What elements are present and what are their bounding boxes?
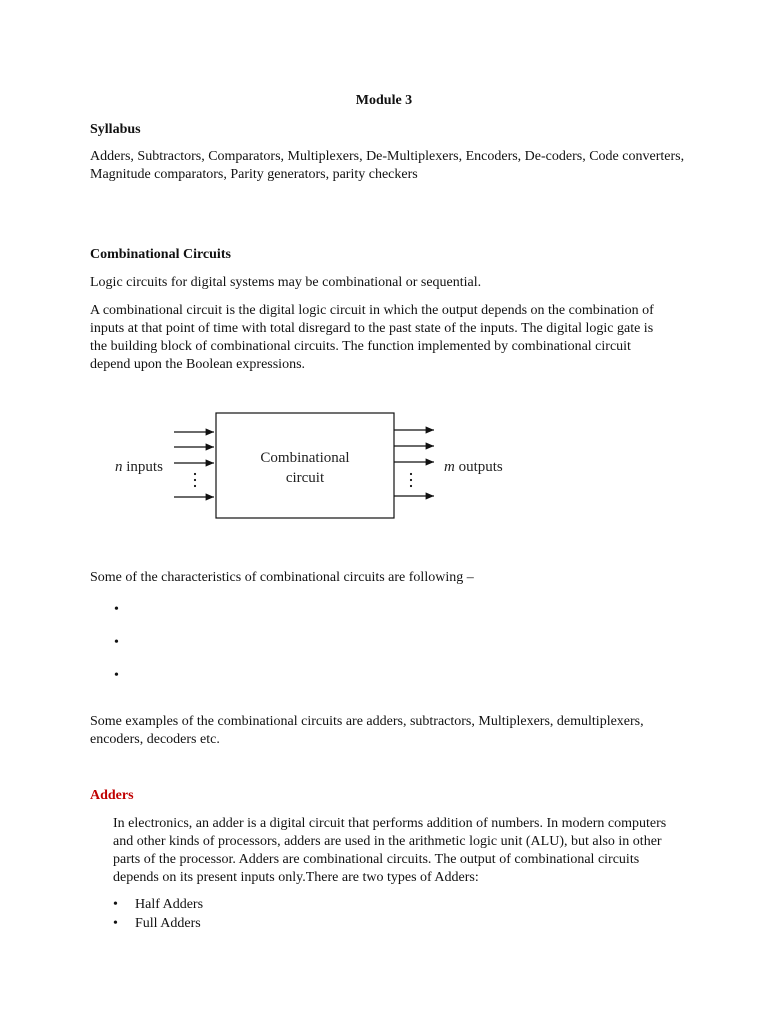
adders-heading: Adders [90, 788, 134, 803]
list-item: • Full Adders [113, 915, 413, 934]
combinational-p1: Logic circuits for digital systems may be combinational or sequential. [90, 275, 482, 290]
box-label-line1: Combinational [260, 450, 350, 466]
outputs-label: m outputs [444, 459, 503, 475]
combinational-p2: A combinational circuit is the digital logic circuit in which the output depends on the combination of inputs at that point of time with total disregard to the past state of the inputs. The digital logic gate is the building block of combinational circuits. The function implemented by combinational circuit depend upon the Boolean expressions. [90, 303, 654, 372]
output-ellipsis [410, 473, 412, 487]
syllabus-heading: Syllabus [90, 122, 141, 137]
syllabus-text: Adders, Subtractors, Comparators, Multiplexers, De-Multiplexers, Encoders, De-coders, Code converters, Magnitude comparators, Parity generators, parity checkers [90, 149, 685, 182]
combinational-heading: Combinational Circuits [90, 247, 231, 262]
list-item [90, 667, 390, 700]
module-title: Module 3 [355, 93, 413, 108]
inputs-label: n inputs [115, 459, 163, 475]
examples-text: Some examples of the combinational circuits are adders, subtractors, Multiplexers, demultiplexers, encoders, decoders etc. [90, 714, 644, 747]
list-item: • Half Adders [113, 896, 413, 915]
adders-text: In electronics, an adder is a digital circuit that performs addition of numbers. In modern computers and other kinds of processors, adders are used in the arithmetic logic unit (ALU), but also in other parts of the processor. Adders are combinational circuits. The output of combinational circuits depends on its present inputs only.There are two types of Adders: [113, 816, 667, 885]
input-ellipsis [194, 473, 196, 487]
list-item [90, 601, 390, 634]
adder-types-list [113, 896, 413, 934]
combinational-circuit-diagram [100, 395, 540, 535]
box-label-line2: circuit [285, 470, 325, 486]
characteristics-intro: Some of the characteristics of combinational circuits are following – [90, 570, 474, 585]
list-item [90, 634, 390, 667]
characteristics-list [90, 601, 390, 700]
